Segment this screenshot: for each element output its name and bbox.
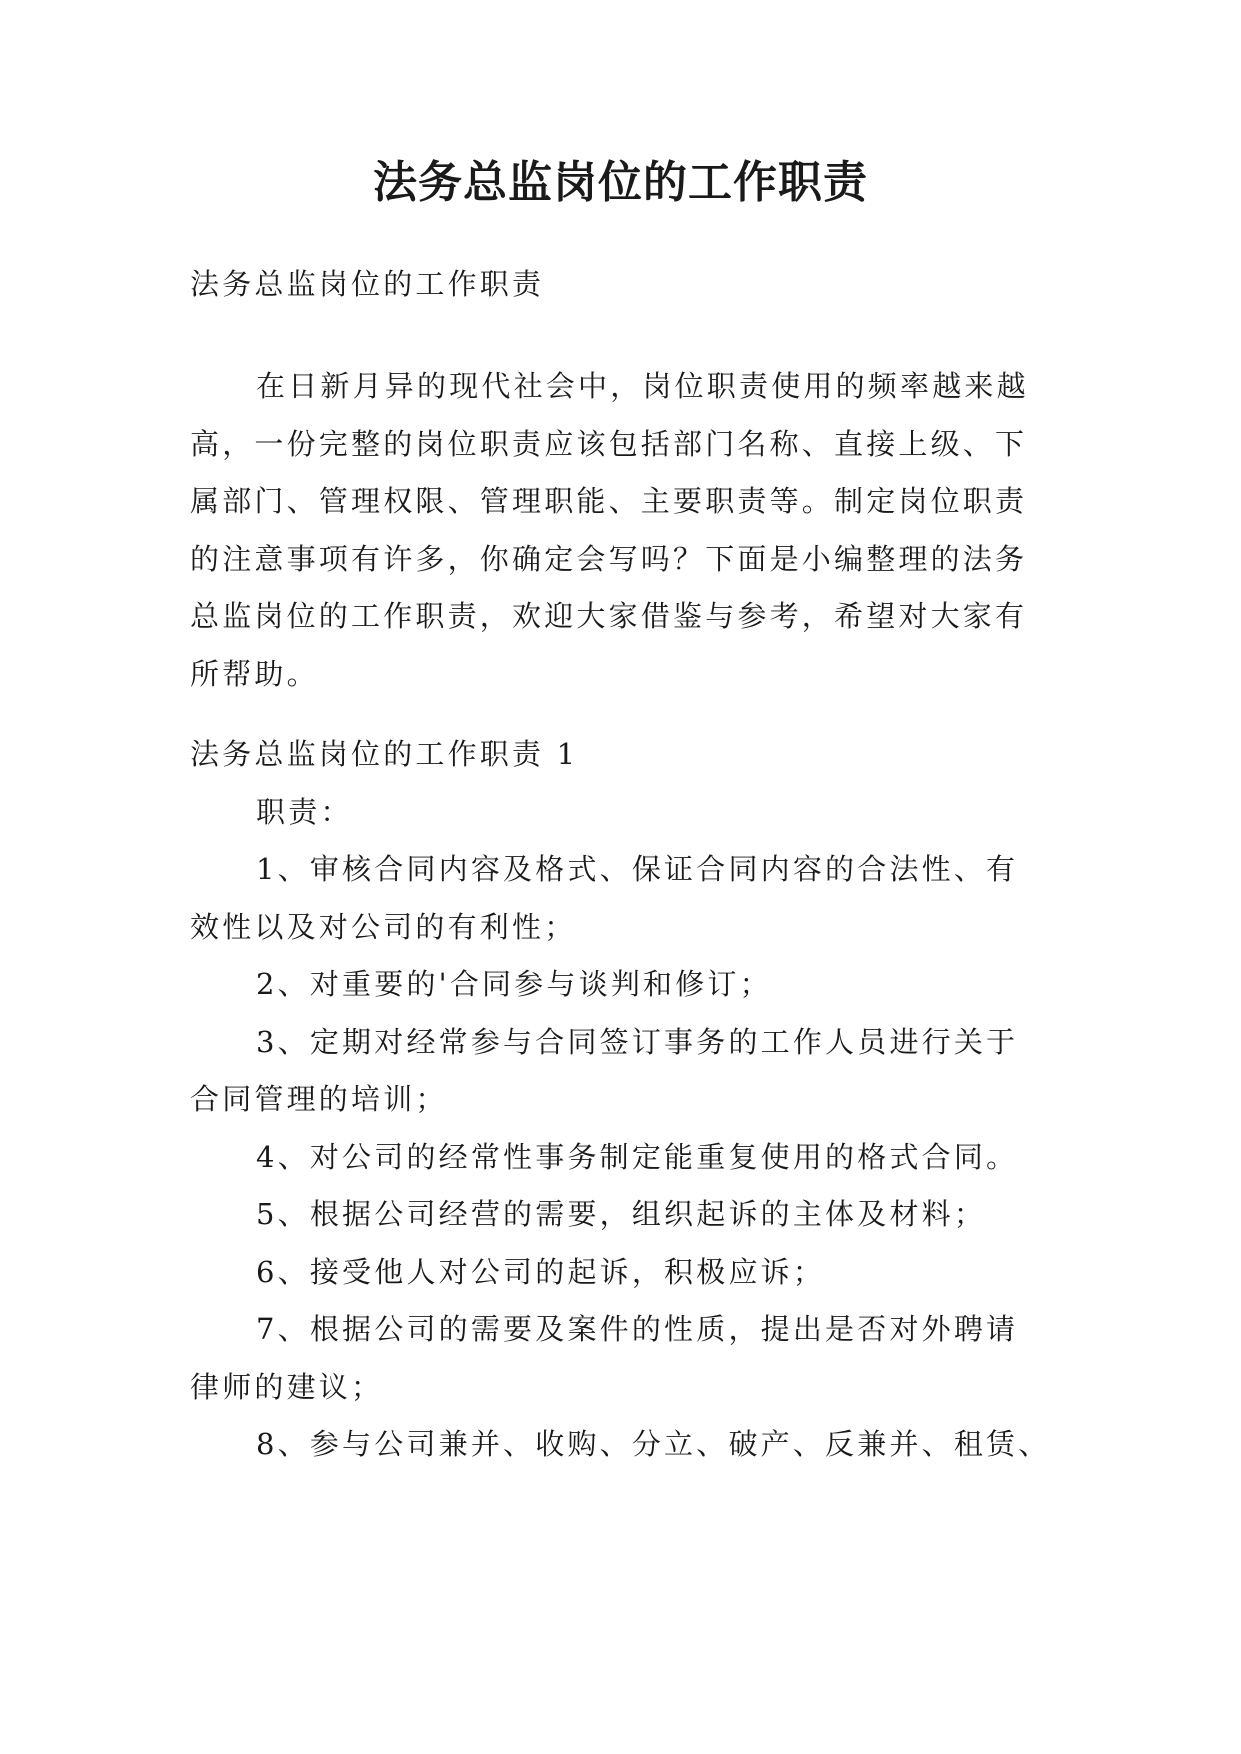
section-heading: 法务总监岗位的工作职责 1 [190,737,579,771]
intro-line: 高，一份完整的岗位职责应该包括部门名称、直接上级、下 [190,426,1028,461]
section-1 [190,726,1060,1474]
duty-line: 8、参与公司兼并、收购、分立、破产、反兼并、租赁、 [256,1427,1051,1461]
duty-line: 3、定期对经常参与合同签订事务的工作人员进行关于 [256,1024,1019,1059]
intro-paragraph [190,358,1060,703]
intro-line: 在日新月异的现代社会中，岗位职责使用的频率越来越 [256,369,1029,403]
duty-line: 1、审核合同内容及格式、保证合同内容的合法性、有 [256,852,1019,886]
duty-line: 效性以及对公司的有利性； [190,909,577,944]
duty-line: 7、根据公司的需要及案件的性质，提出是否对外聘请 [256,1312,1019,1346]
intro-line: 的注意事项有许多，你确定会写吗？下面是小编整理的法务 [190,541,1028,576]
duty-line: 2、对重要的'合同参与谈判和修订； [256,967,772,1001]
document-title: 法务总监岗位的工作职责 [373,157,868,208]
duty-list [190,841,1060,1474]
intro-line: 所帮助。 [190,656,319,691]
duty-line: 合同管理的培训； [190,1082,448,1116]
intro-line: 属部门、管理权限、管理职能、主要职责等。制定岗位职责 [190,484,1028,518]
duty-line: 4、对公司的经常性事务制定能重复使用的格式合同。 [256,1139,1019,1174]
duties-label: 职责： [256,794,353,829]
duty-line: 律师的建议； [190,1369,384,1404]
intro-line: 总监岗位的工作职责，欢迎大家借鉴与参考，希望对大家有 [190,599,1028,633]
document-subtitle: 法务总监岗位的工作职责 [190,267,545,301]
duty-line: 5、根据公司经营的需要，组织起诉的主体及材料； [256,1197,987,1231]
duty-line: 6、接受他人对公司的起诉，积极应诉； [256,1254,826,1289]
document-subtitle-block [190,256,1060,314]
